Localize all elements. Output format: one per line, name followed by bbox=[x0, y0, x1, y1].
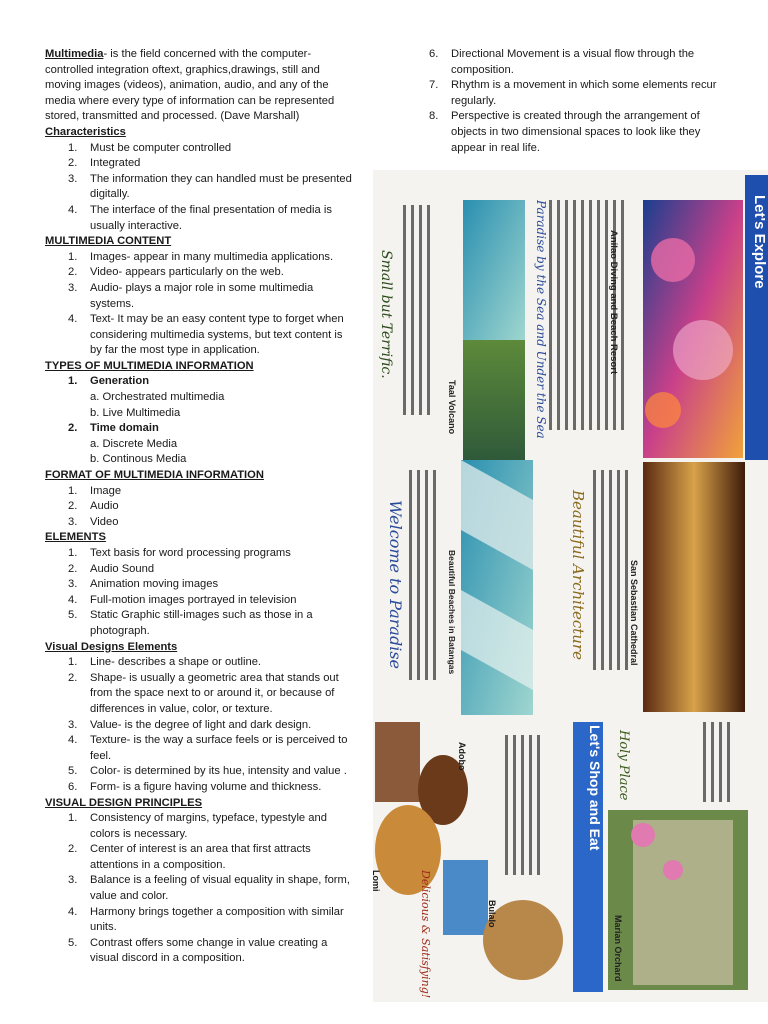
welcome-title: Welcome to Paradise bbox=[386, 500, 405, 670]
list-item: 3. Balance is a feeling of visual equality in shape, form, value and color. bbox=[68, 874, 350, 903]
list-item: 8. Perspective is created through the arrangement of objects in two dimensional spaces to look like they appear in real life. bbox=[429, 110, 701, 154]
visual-elements-heading: Visual Designs Elements bbox=[45, 640, 178, 653]
list-item: 1. Line- describes a shape or outline. bbox=[68, 656, 262, 669]
list-item: 7. Rhythm is a movement in which some elements recur regularly. bbox=[429, 79, 717, 107]
elements-heading: ELEMENTS bbox=[45, 531, 106, 544]
list-item: 3. Value- is the degree of light and dark design. bbox=[68, 718, 312, 731]
list-item: 3. The information they can handled must be presented digitally. bbox=[68, 172, 352, 201]
list-item: 6. Form- is a figure having volume and thickness. bbox=[68, 780, 322, 793]
list-item: a. Discrete Media bbox=[90, 437, 178, 450]
types-heading: TYPES OF MULTIMEDIA INFORMATION bbox=[45, 359, 254, 372]
list-item: 1. Must be computer controlled bbox=[68, 141, 232, 154]
list-item: b. Continous Media bbox=[90, 453, 187, 466]
lomi-caption: Lomi bbox=[371, 870, 381, 892]
adobo-caption: Adobo bbox=[457, 742, 467, 771]
list-item: 4. Harmony brings together a composition with similar units. bbox=[68, 905, 344, 934]
principles-list bbox=[45, 811, 357, 967]
delicious-title: Delicious & Satisfying! bbox=[419, 870, 432, 999]
content-list bbox=[45, 250, 357, 359]
list-item: 2. Integrated bbox=[68, 157, 141, 170]
list-item: 6. Directional Movement is a visual flow through the composition. bbox=[429, 48, 695, 76]
list-item: 3. Video bbox=[68, 515, 119, 528]
format-heading: FORMAT OF MULTIMEDIA INFORMATION bbox=[45, 469, 264, 482]
beaches-caption: Beautiful Beaches in Batangas bbox=[447, 550, 457, 675]
store-photo bbox=[375, 722, 420, 802]
anilao-caption: Anilao Diving and Beach Resort bbox=[608, 230, 619, 375]
list-item: 2. Video- appears particularly on the web. bbox=[68, 266, 284, 279]
list-item: 2. Center of interest is an area that first attracts attentions in a composition. bbox=[68, 843, 311, 871]
characteristics-list bbox=[45, 141, 357, 235]
list-item: 5. Static Graphic still-images such as those in a photograph. bbox=[68, 609, 313, 637]
elements-list bbox=[45, 546, 357, 640]
holy-place-title: Holy Place bbox=[616, 730, 631, 801]
shop-title: Let's Shop and Eat bbox=[587, 725, 603, 851]
list-item: 1. Generation bbox=[68, 375, 150, 388]
sea-photo bbox=[463, 200, 525, 340]
small-terrific-title: Small but Terrific. bbox=[378, 250, 394, 379]
taal-caption: Taal Volcano bbox=[447, 380, 457, 435]
types-list bbox=[45, 374, 357, 468]
principles-heading: VISUAL DESIGN PRINCIPLES bbox=[45, 796, 203, 809]
list-item: 4. Full-motion images portrayed in television bbox=[68, 593, 297, 606]
characteristics-heading: Characteristics bbox=[45, 125, 126, 138]
intro-paragraph bbox=[45, 47, 357, 125]
bulalo-caption: Bulalo bbox=[487, 900, 497, 928]
list-item: a. Orchestrated multimedia bbox=[90, 391, 225, 404]
market-photo bbox=[443, 860, 488, 935]
intro-text: - is the field concerned with the computer-controlled integration oftext, graphics,drawings, still and moving images (videos), animation, audio, and any of the media where every type of information can be represented stored, transmitted and processed. (Dave Marshall) bbox=[45, 48, 335, 123]
list-item: 3. Animation moving images bbox=[68, 578, 219, 591]
list-item: 5. Color- is determined by its hue, intensity and value . bbox=[68, 765, 347, 778]
list-item: 1. Images- appear in many multimedia applications. bbox=[68, 250, 334, 263]
list-item: 2. Audio Sound bbox=[68, 562, 155, 575]
principles-list-continued bbox=[398, 47, 728, 156]
list-item: 1. Consistency of margins, typeface, typestyle and colors is necessary. bbox=[68, 812, 327, 840]
architecture-title: Beautiful Architecture bbox=[569, 490, 587, 661]
left-column bbox=[45, 47, 357, 967]
cathedral-caption: San Sebastian Cathedral bbox=[629, 560, 639, 666]
travel-brochure-image bbox=[373, 170, 768, 1002]
paradise-sea-title: Paradise by the Sea and Under the Sea bbox=[534, 200, 548, 439]
intro-term: Multimedia bbox=[45, 48, 104, 60]
visual-elements-list bbox=[45, 655, 357, 795]
list-item: 1. Image bbox=[68, 484, 122, 497]
list-item: 2. Time domain bbox=[68, 422, 159, 435]
list-item: 1. Text basis for word processing programs bbox=[68, 547, 291, 559]
list-item: b. Live Multimedia bbox=[90, 406, 181, 419]
taal-photo bbox=[463, 340, 525, 460]
list-item: 4. The interface of the final presentation of media is usually interactive. bbox=[68, 203, 332, 232]
list-item: 2. Shape- is usually a geometric area that stands out from the space next to or around it, or because of differences in value, color, or texture. bbox=[68, 671, 339, 715]
explore-title: Let's Explore bbox=[751, 195, 768, 289]
marian-caption: Marian Orchard bbox=[613, 915, 623, 982]
cathedral-photo bbox=[643, 462, 745, 712]
list-item: 4. Texture- is the way a surface feels or is perceived to feel. bbox=[68, 734, 348, 762]
list-item: 3. Audio- plays a major role in some multimedia systems. bbox=[68, 281, 314, 310]
format-list bbox=[45, 484, 357, 531]
right-column bbox=[398, 47, 728, 156]
list-item: 5. Contrast offers some change in value creating a visual discord in a composition. bbox=[68, 936, 328, 965]
list-item: 4. Text- It may be an easy content type to forget when considering multimedia systems, but text content is by far the most type in application. bbox=[68, 313, 344, 357]
content-heading: MULTIMEDIA CONTENT bbox=[45, 235, 172, 248]
list-item: 2. Audio bbox=[68, 500, 119, 513]
